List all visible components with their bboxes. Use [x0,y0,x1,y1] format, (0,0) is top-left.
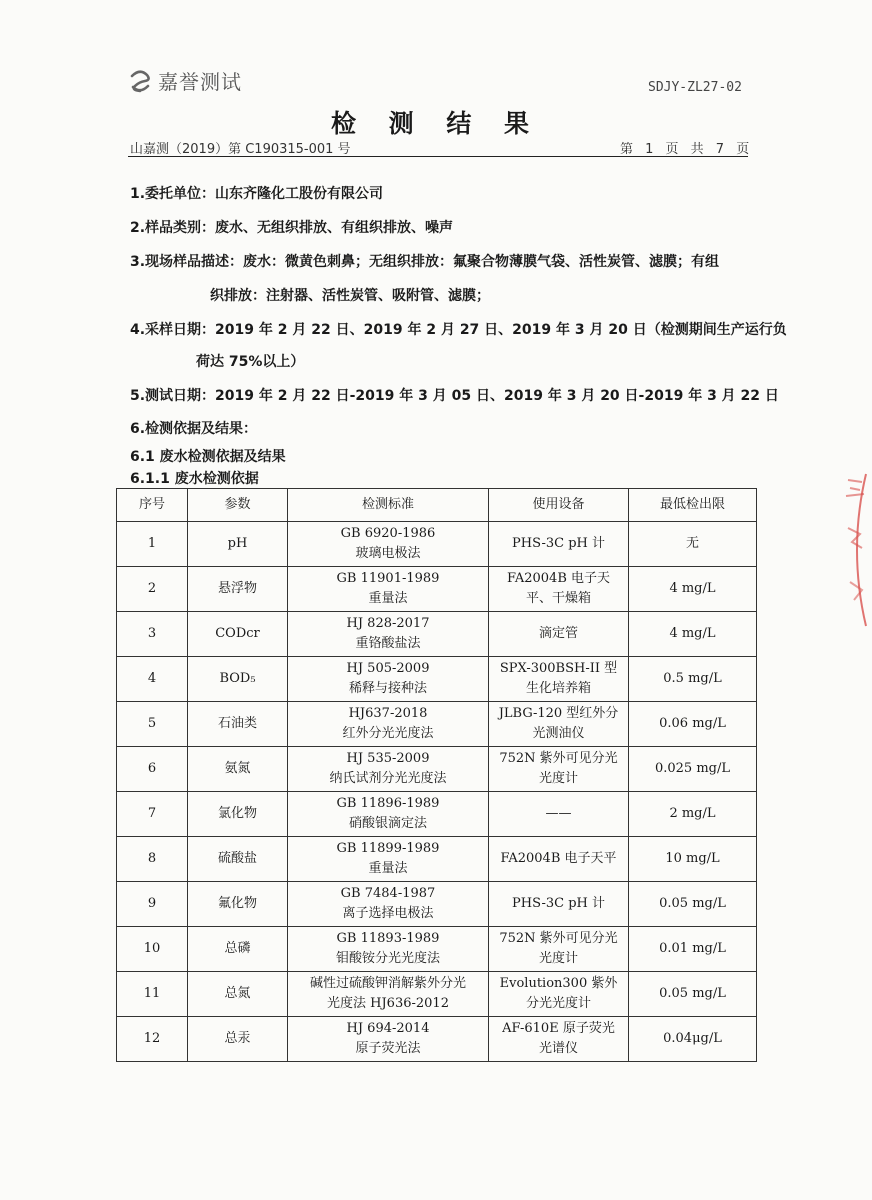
parameter-cell-line: 总磷 [224,941,251,956]
red-stamp-edge [840,470,870,630]
equipment-cell [489,792,629,837]
column-header-parameter: 参数 [188,489,288,522]
parameter-cell [188,522,288,567]
detection-limit-cell-line: 0.04μg/L [663,1031,722,1046]
equipment-cell-line: —— [545,806,572,821]
row-number-cell-line: 7 [147,806,157,821]
standard-cell-line: 重铬酸盐法 [355,636,421,651]
equipment-cell-line: 752N 紫外可见分光 [499,931,618,946]
row-number-cell [117,837,188,882]
equipment-cell-line: 光度计 [538,951,578,966]
detection-limit-cell [629,792,757,837]
parameter-cell-line: CODcr [215,626,260,641]
parameter-cell-line: 总氮 [224,986,251,1001]
column-header-no: 序号 [117,489,188,522]
standard-cell-line: 光度法 HJ636-2012 [327,996,449,1011]
equipment-cell-line: 光谱仪 [538,1041,578,1056]
standard-cell-line: 离子选择电极法 [342,906,434,921]
row-number-cell [117,612,188,657]
sample-description-continued: 织排放：注射器、活性炭管、吸附管、滤膜； [210,288,490,304]
company-logo [128,66,242,95]
parameter-cell-line: 悬浮物 [217,581,257,596]
standard-cell-line: HJ 505-2009 [346,661,430,676]
row-number-cell [117,657,188,702]
table-row [117,702,757,747]
table-row [117,612,757,657]
detection-limit-cell-line: 0.05 mg/L [659,986,726,1001]
standard-cell-line: 碱性过硫酸钾消解紫外分光 [309,976,466,991]
detection-limit-cell-line: 10 mg/L [665,851,720,866]
equipment-cell-line: SPX-300BSH-II 型 [499,661,618,676]
column-header-detection-limit: 最低检出限 [629,489,757,522]
standard-cell [288,567,489,612]
table-row [117,657,757,702]
row-number-cell-line: 8 [147,851,157,866]
table-row [117,882,757,927]
standard-cell [288,837,489,882]
wastewater-standards-table [116,488,757,1062]
standard-cell [288,612,489,657]
parameter-cell [188,612,288,657]
standard-cell-line: 纳氏试剂分光光度法 [329,771,447,786]
sample-description-line: 3.现场样品描述：废水：微黄色刺鼻；无组织排放：氟聚合物薄膜气袋、活性炭管、滤膜；有组 [130,254,720,270]
standard-cell-line: GB 11901-1989 [336,571,440,586]
table-header-row [117,489,757,522]
parameter-cell [188,567,288,612]
row-number-cell-line: 9 [147,896,157,911]
parameter-cell [188,747,288,792]
row-number-cell-line: 10 [143,941,161,956]
standard-cell-line: 硝酸银滴定法 [348,816,427,831]
row-number-cell-line: 5 [147,716,157,731]
row-number-cell [117,927,188,972]
row-number-cell [117,972,188,1017]
parameter-cell-line: 氯化物 [217,806,257,821]
detection-limit-cell [629,567,757,612]
detection-limit-cell-line: 4 mg/L [669,626,716,641]
page-title: 检 测 结 果 [330,109,542,138]
detection-limit-cell [629,927,757,972]
standard-cell-line: 红外分光光度法 [342,726,434,741]
parameter-cell [188,972,288,1017]
detection-limit-cell-line: 4 mg/L [669,581,716,596]
equipment-cell-line: Evolution300 紫外 [499,976,618,991]
document-code: SDJY-ZL27-02 [648,80,742,95]
standard-cell-line: 重量法 [368,591,408,606]
standard-cell-line: 重量法 [368,861,408,876]
row-number-cell [117,702,188,747]
table-row [117,792,757,837]
standard-cell-line: GB 6920-1986 [340,526,436,541]
parameter-cell [188,657,288,702]
row-number-cell-line: 3 [147,626,157,641]
parameter-cell [188,837,288,882]
basis-heading: 6.检测依据及结果： [130,421,258,437]
parameter-cell [188,1017,288,1062]
parameter-cell-line: pH [227,536,248,551]
row-number-cell [117,567,188,612]
client-line: 1.委托单位：山东齐隆化工股份有限公司 [130,186,384,202]
detection-limit-cell-line: 0.06 mg/L [659,716,726,731]
equipment-cell-line: AF-610E 原子荧光 [502,1021,615,1036]
detection-limit-cell [629,837,757,882]
row-number-cell-line: 11 [143,986,161,1001]
detection-limit-cell-line: 0.5 mg/L [663,671,722,686]
header-divider [128,156,748,157]
parameter-cell [188,882,288,927]
equipment-cell [489,612,629,657]
standard-cell [288,882,489,927]
column-header-equipment: 使用设备 [489,489,629,522]
equipment-cell [489,567,629,612]
equipment-cell [489,1017,629,1062]
equipment-cell [489,972,629,1017]
parameter-cell-line: 氟化物 [217,896,257,911]
equipment-cell-line: 752N 紫外可见分光 [499,751,618,766]
equipment-cell [489,657,629,702]
standard-cell-line: GB 7484-1987 [340,886,436,901]
parameter-cell-line: 总汞 [224,1031,251,1046]
test-date-line: 5.测试日期：2019 年 2 月 22 日-2019 年 3 月 05 日、2019 年 3 月 20 日-2019 年 3 月 22 日 [130,388,779,404]
wastewater-subsection-heading: 6.1.1 废水检测依据 [130,471,259,487]
detection-limit-cell [629,522,757,567]
row-number-cell [117,522,188,567]
parameter-cell [188,927,288,972]
report-number: 山嘉测（2019）第 C190315-001 号 [130,142,351,157]
detection-limit-cell [629,972,757,1017]
standard-cell-line: GB 11896-1989 [336,796,440,811]
standard-cell-line: 原子荧光法 [355,1041,421,1056]
detection-limit-cell [629,747,757,792]
standard-cell [288,657,489,702]
standard-cell-line: GB 11899-1989 [336,841,440,856]
detection-limit-cell [629,1017,757,1062]
standard-cell [288,747,489,792]
standard-cell-line: 玻璃电极法 [355,546,421,561]
table-row [117,522,757,567]
logo-text: 嘉誉测试 [158,70,242,94]
equipment-cell-line: JLBG-120 型红外分 [498,706,619,721]
equipment-cell [489,882,629,927]
standard-cell-line: HJ 535-2009 [346,751,430,766]
row-number-cell [117,882,188,927]
table-row [117,747,757,792]
row-number-cell [117,792,188,837]
parameter-cell-line: 石油类 [217,716,257,731]
column-header-standard: 检测标准 [288,489,489,522]
equipment-cell-line: 平、干燥箱 [525,591,591,606]
detection-limit-cell [629,612,757,657]
standard-cell-line: HJ 694-2014 [346,1021,430,1036]
detection-limit-cell [629,702,757,747]
equipment-cell [489,837,629,882]
table-row [117,567,757,612]
equipment-cell-line: 光度计 [538,771,578,786]
detection-limit-cell-line: 无 [685,536,699,551]
table-row [117,972,757,1017]
equipment-cell [489,747,629,792]
detection-limit-cell-line: 0.05 mg/L [659,896,726,911]
parameter-cell [188,792,288,837]
page-indicator: 第 1 页 共 7 页 [620,142,750,157]
logo-icon [128,69,152,93]
row-number-cell [117,1017,188,1062]
row-number-cell-line: 2 [147,581,157,596]
parameter-cell-line: BOD₅ [219,671,256,686]
equipment-cell-line: 分光光度计 [525,996,591,1011]
row-number-cell-line: 6 [147,761,157,776]
parameter-cell [188,702,288,747]
detection-limit-cell-line: 0.01 mg/L [659,941,726,956]
detection-limit-cell-line: 2 mg/L [669,806,716,821]
row-number-cell-line: 12 [143,1031,161,1046]
equipment-cell [489,702,629,747]
standard-cell-line: 稀释与接种法 [348,681,427,696]
sampling-date-line: 4.采样日期：2019 年 2 月 22 日、2019 年 2 月 27 日、2019 年 3 月 20 日（检测期间生产运行负 [130,322,787,338]
equipment-cell-line: FA2004B 电子天 [506,571,611,586]
equipment-cell-line: 生化培养箱 [525,681,591,696]
standard-cell-line: GB 11893-1989 [336,931,440,946]
equipment-cell [489,522,629,567]
parameter-cell-line: 硫酸盐 [217,851,257,866]
table-row [117,837,757,882]
equipment-cell [489,927,629,972]
equipment-cell-line: PHS-3C pH 计 [512,896,605,911]
equipment-cell-line: 滴定管 [538,626,578,641]
standard-cell [288,927,489,972]
equipment-cell-line: FA2004B 电子天平 [500,851,617,866]
standard-cell [288,972,489,1017]
standard-cell [288,792,489,837]
standard-cell-line: 钼酸铵分光光度法 [335,951,440,966]
standard-cell [288,1017,489,1062]
equipment-cell-line: PHS-3C pH 计 [512,536,605,551]
detection-limit-cell [629,882,757,927]
wastewater-section-heading: 6.1 废水检测依据及结果 [130,449,286,465]
row-number-cell [117,747,188,792]
standard-cell [288,522,489,567]
row-number-cell-line: 4 [147,671,157,686]
row-number-cell-line: 1 [147,536,157,551]
standard-cell-line: HJ637-2018 [348,706,428,721]
sample-type-line: 2.样品类别：废水、无组织排放、有组织排放、噪声 [130,220,454,236]
standard-cell-line: HJ 828-2017 [346,616,430,631]
parameter-cell-line: 氨氮 [224,761,251,776]
table-row [117,927,757,972]
detection-limit-cell [629,657,757,702]
standard-cell [288,702,489,747]
equipment-cell-line: 光测油仪 [532,726,585,741]
sampling-date-continued: 荷达 75%以上） [196,354,305,370]
detection-limit-cell-line: 0.025 mg/L [654,761,730,776]
table-row [117,1017,757,1062]
